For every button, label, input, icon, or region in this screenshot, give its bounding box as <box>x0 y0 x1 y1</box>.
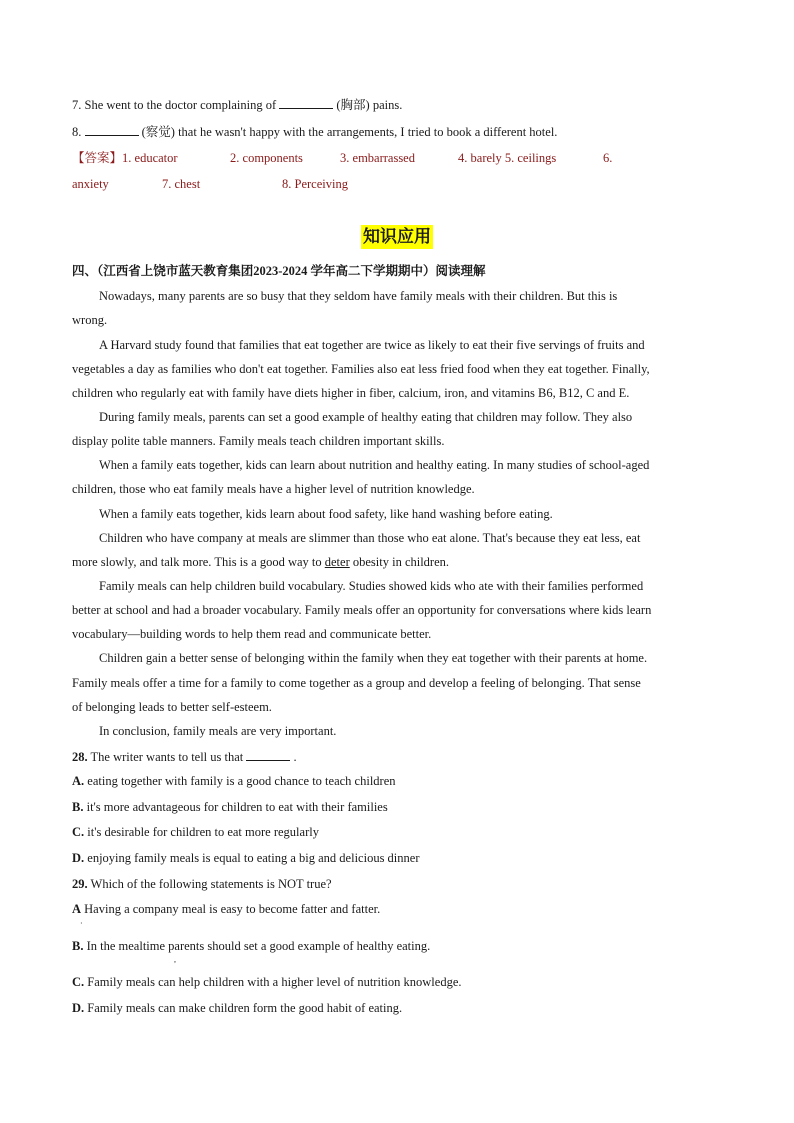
answer-blank <box>279 96 333 109</box>
section-title: 四、（江西省上饶市蓝天教育集团2023-2024 学年高二下学期期中）阅读理解 <box>72 264 486 278</box>
answer-key <box>72 150 724 166</box>
stray-mark: · <box>80 919 83 928</box>
option-d: D. enjoying family meals is equal to eating a big and delicious dinner <box>72 851 420 865</box>
option-c: C. Family meals can help children with a higher level of nutrition knowledge. <box>72 975 462 989</box>
passage-line: children who regularly eat with family have diets higher in fiber, calcium, iron, and vitamins B6, B12, C and E. <box>72 386 630 400</box>
stray-mark: , <box>174 955 176 964</box>
answer-blank <box>85 123 139 136</box>
question-28: 28. The writer wants to tell us that . <box>72 750 297 764</box>
answer-item: 7. chest <box>162 177 201 191</box>
underlined-word: deter <box>324 555 350 569</box>
passage-line: During family meals, parents can set a good example of healthy eating that children may follow. They also <box>99 410 633 424</box>
option-a: A Having a company meal is easy to become fatter and fatter. <box>72 902 381 916</box>
option-c: C. it's desirable for children to eat more regularly <box>72 825 319 839</box>
passage-line: better at school and had a broader vocabulary. Family meals offer an opportunity for conversations where kids learn <box>72 603 652 617</box>
passage-line: Children gain a better sense of belonging within the family when they eat together with their parents at home. <box>99 651 648 665</box>
answer-item: anxiety <box>72 177 109 191</box>
passage-line: vocabulary—building words to help them read and communicate better. <box>72 627 432 641</box>
passage-line: Nowadays, many parents are so busy that they seldom have family meals with their children. But this is <box>99 289 618 303</box>
passage-line: display polite table manners. Family meals teach children important skills. <box>72 434 445 448</box>
option-b: B. it's more advantageous for children to eat with their families <box>72 800 388 814</box>
passage-line: wrong. <box>72 313 108 327</box>
question-number: 28. <box>72 750 88 764</box>
passage-line: of belonging leads to better self-esteem. <box>72 700 272 714</box>
vocab-question-7: 7. She went to the doctor complaining of (胸部) pains. <box>72 98 403 112</box>
passage-line: In conclusion, family meals are very important. <box>99 724 337 738</box>
passage-line: When a family eats together, kids learn about food safety, like hand washing before eating. <box>99 507 553 521</box>
section-heading: 知识应用 <box>363 227 431 247</box>
answer-item: 8. Perceiving <box>282 177 348 191</box>
answer-item: 2. components <box>230 151 303 165</box>
option-a: A. eating together with family is a good chance to teach children <box>72 774 396 788</box>
answer-label: 【答案】 <box>72 151 123 165</box>
passage-line: Family meals offer a time for a family to come together as a group and develop a feeling of belonging. That sense <box>72 676 641 690</box>
answer-item: 4. barely 5. ceilings <box>458 151 557 165</box>
answer-item: 3. embarrassed <box>340 151 415 165</box>
vocab-question-8: 8. (察觉) that he wasn't happy with the arrangements, I tried to book a different hotel. <box>72 125 558 139</box>
answer-item: 1. educator <box>122 151 178 165</box>
passage-line: vegetables a day as families who don't eat together. Families also eat less fried food when they eat together. Finally, <box>72 362 650 376</box>
option-d: D. Family meals can make children form the good habit of eating. <box>72 1001 403 1015</box>
passage-line: Family meals can help children build vocabulary. Studies showed kids who ate with their families performed <box>99 579 644 593</box>
passage-line: more slowly, and talk more. This is a good way to deter obesity in children. <box>72 555 450 569</box>
option-b: B. In the mealtime parents should set a good example of healthy eating. <box>72 939 431 953</box>
passage-line: A Harvard study found that families that eat together are twice as likely to eat their five servings of fruits and <box>99 338 645 352</box>
passage-line: children, those who eat family meals have a higher level of nutrition knowledge. <box>72 482 475 496</box>
passage-line: Children who have company at meals are slimmer than those who eat alone. That's because they eat less, eat <box>99 531 641 545</box>
question-number: 29. <box>72 877 88 891</box>
answer-blank <box>246 748 290 761</box>
answer-item: 6. <box>603 151 613 165</box>
answer-key-continued <box>72 176 724 192</box>
question-29: 29. Which of the following statements is NOT true? <box>72 877 332 891</box>
passage-line: When a family eats together, kids can learn about nutrition and healthy eating. In many studies of school-aged <box>99 458 650 472</box>
